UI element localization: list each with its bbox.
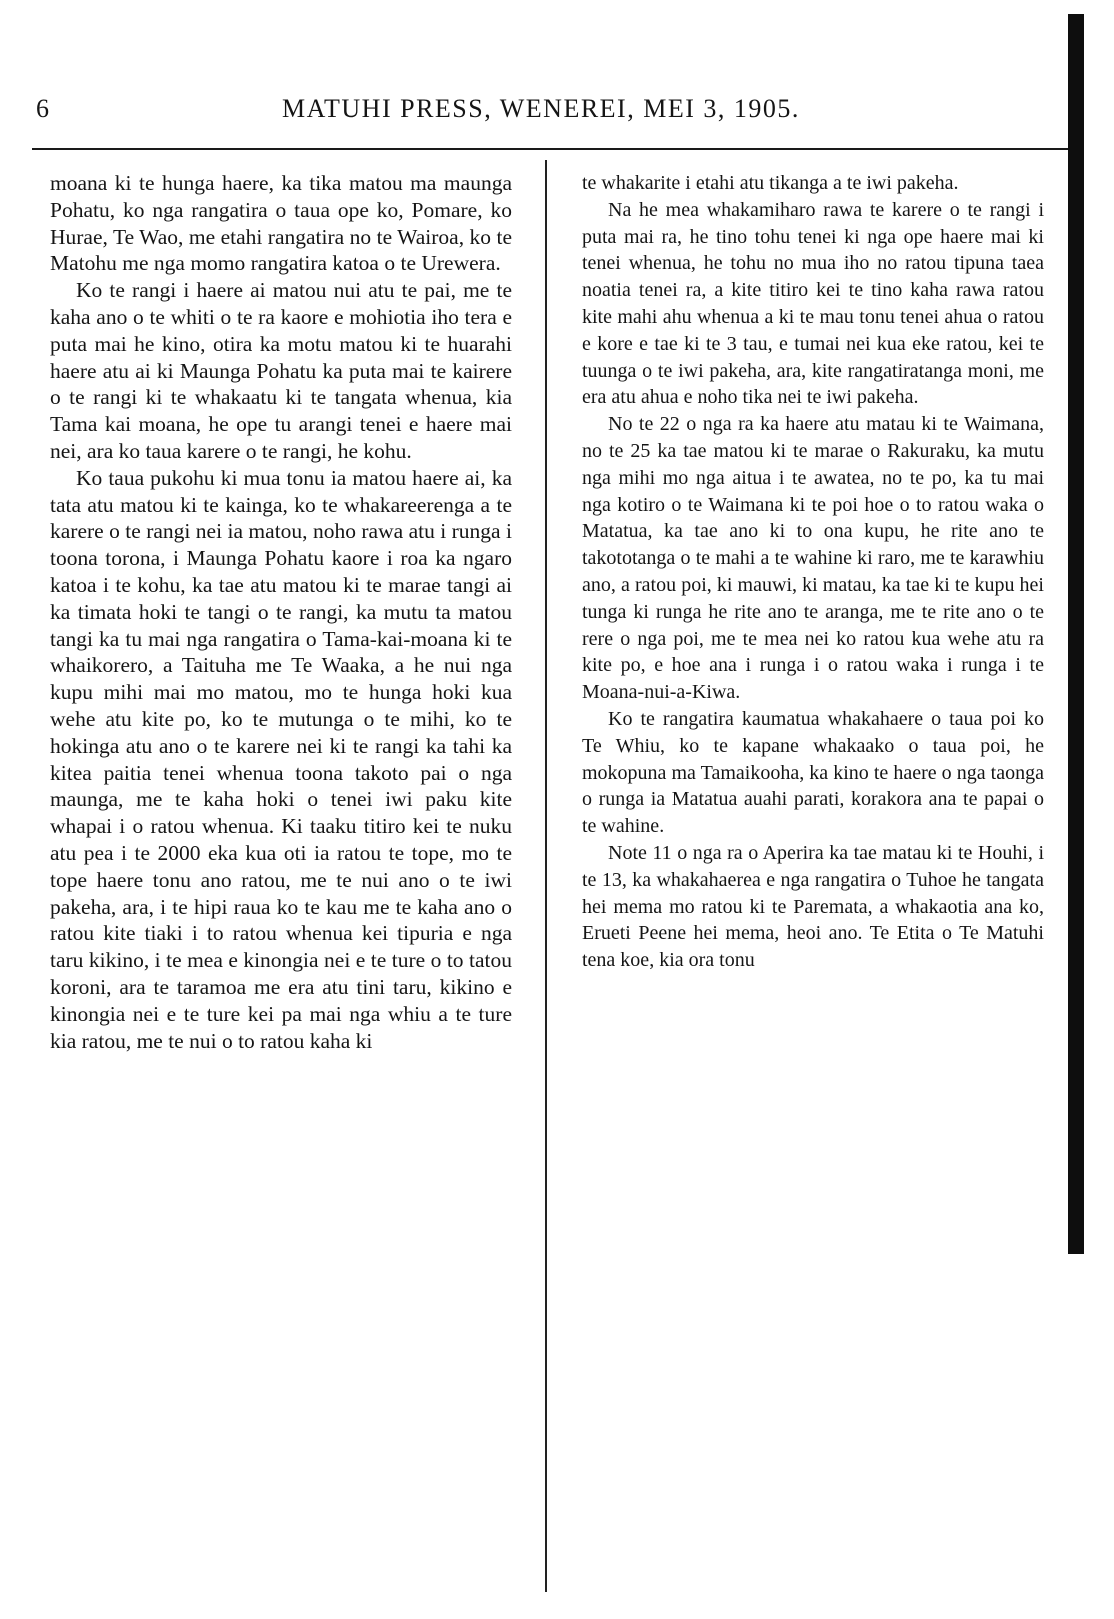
right-column [582,170,1044,974]
page-header [32,92,1064,132]
left-paragraph-2: Ko te rangi i haere ai matou nui atu te pai, me te kaha ano o te whiti o te ra kaore e mohiotia iho tera e puta mai he kino, otira ka motu matou ki te huarahi haere atu ai ki Maunga Pohatu ka puta mai te kairere o te rangi ki te whakaatu ki te tangata whenua, kia Tama kai moana, he ope tu arangi tenei e haere mai nei, ara ko taua karere o te rangi, he kohu. [50,278,512,463]
left-column [50,170,512,1054]
right-paragraph-2: Na he mea whakamiharo rawa te karere o te rangi i puta mai ra, he tino tohu tenei ki nga ope haere mai ki tenei whenua, he tohu no mua iho no ratou tipuna taea noatia tenei ra, a kite titiro kei te tino kaha rawa ratou kite mahi ahu whenua a ki te mau tonu tenei ahua o ratou e kore e tae ki te 3 tau, e tumai nei kua eke ratou, kei te tuunga o te iwi pakeha, ara, kite rangatiratanga moni, me era atu ahua e noho tika nei te iwi pakeha. [582,198,1044,409]
right-paragraph-3: No te 22 o nga ra ka haere atu matau ki te Waimana, no te 25 ka tae matou ki te marae o Rakuraku, ka mutu nga mihi mo nga aitua i te awatea, no te po, ka tu mai nga kotiro o te Waimana ki te poi hoe o to ratou waka o Matatua, ka tae ano ki to ona kupu, he rite ano te takototanga o te mahi a te wahine ki raro, me te karawhiu ano, a ratou poi, ki mauwi, ki matau, ka tae ki te kupu hei tunga ki runga he rite ano te aranga, me te rite ano o te rere o nga poi, me te mea nei ko ratou kua wehe atu ra kite po, e hoe ana i runga i o ratou waka i runga i te Moana-nui-a-Kiwa. [582,413,1044,704]
left-paragraph-3: Ko taua pukohu ki mua tonu ia matou haere ai, ka tata atu matou ki te kainga, ko te whakareerenga a te karere o te rangi nei ia matou, noho rawa atu i runga i toona torona, i Maunga Pohatu kaore i roa ka ngaro katoa i te kohu, ka tae atu matou ki te marae tangi ai ka timata hoki te tangi o te rangi, ka mutu ta matou tangi ka tu mai nga rangatira o Tama-kai-moana ki te whaikorero, a Taituha me Te Waaka, a he nui nga kupu mihi mai mo matou, mo te hunga hoki kua wehe atu kite po, ko te mutunga o te mihi, ko te hokinga atu ano o te karere nei ki te rangi ka tahi ka kitea paitia tenei whenua toona takoto pai o nga maunga, me te kaha hoki o tenei iwi paku kite whapai i o ratou whenua. Ki taaku titiro kei te nuku atu pea i te 2000 eka kua oti ia ratou te tope, mo te tope haere tonu ano ratou, me te nui ano o te iwi pakeha, ara, i te hipi raua ko te kau me te kaha ano o ratou kite tiaki i to ratou whenua kei tipuria e nga taru kikino, i te mea e kinongia nei e te ture o to tatou koroni, ara te taramoa me era atu tini taru, kikino e kinongia nei e te ture kei pa mai nga whiu a te ture kia ratou, me te nui o to ratou kaha ki [50,465,512,1053]
header-rule [32,148,1068,150]
right-paragraph-5: Note 11 o nga ra o Aperira ka tae matau ki te Houhi, i te 13, ka whakahaerea e nga rangatira o Tuhoe he tangata hei mema mo ratou ki te Paremata, a whakaotia ana ko, Erueti Peene hei mema, heoi ano. Te Etita o Te Matuhi tena koe, kia ora tonu [582,841,1044,972]
masthead-title: MATUHI PRESS, WENEREI, MEI 3, 1905. [282,94,800,123]
page-number: 6 [36,94,50,123]
column-divider [545,160,547,1592]
right-paragraph-4: Ko te rangatira kaumatua whakahaere o taua poi ko Te Whiu, ko te kapane whakaako o taua poi, he mokopuna ma Tamaikooha, ka kino te haere o nga taonga o runga ia Matatua auahi parati, korakora ana te papai o te wahine. [582,707,1044,838]
page-edge-shadow [1068,14,1084,1254]
left-paragraph-1: moana ki te hunga haere, ka tika matou ma maunga Pohatu, ko nga rangatira o taua ope ko, Pomare, ko Hurae, Te Wao, me etahi rangatira no te Wairoa, ko te Matohu me nga momo rangatira katoa o te Urewera. [50,171,512,276]
right-paragraph-1: te whakarite i etahi atu tikanga a te iwi pakeha. [582,172,959,194]
